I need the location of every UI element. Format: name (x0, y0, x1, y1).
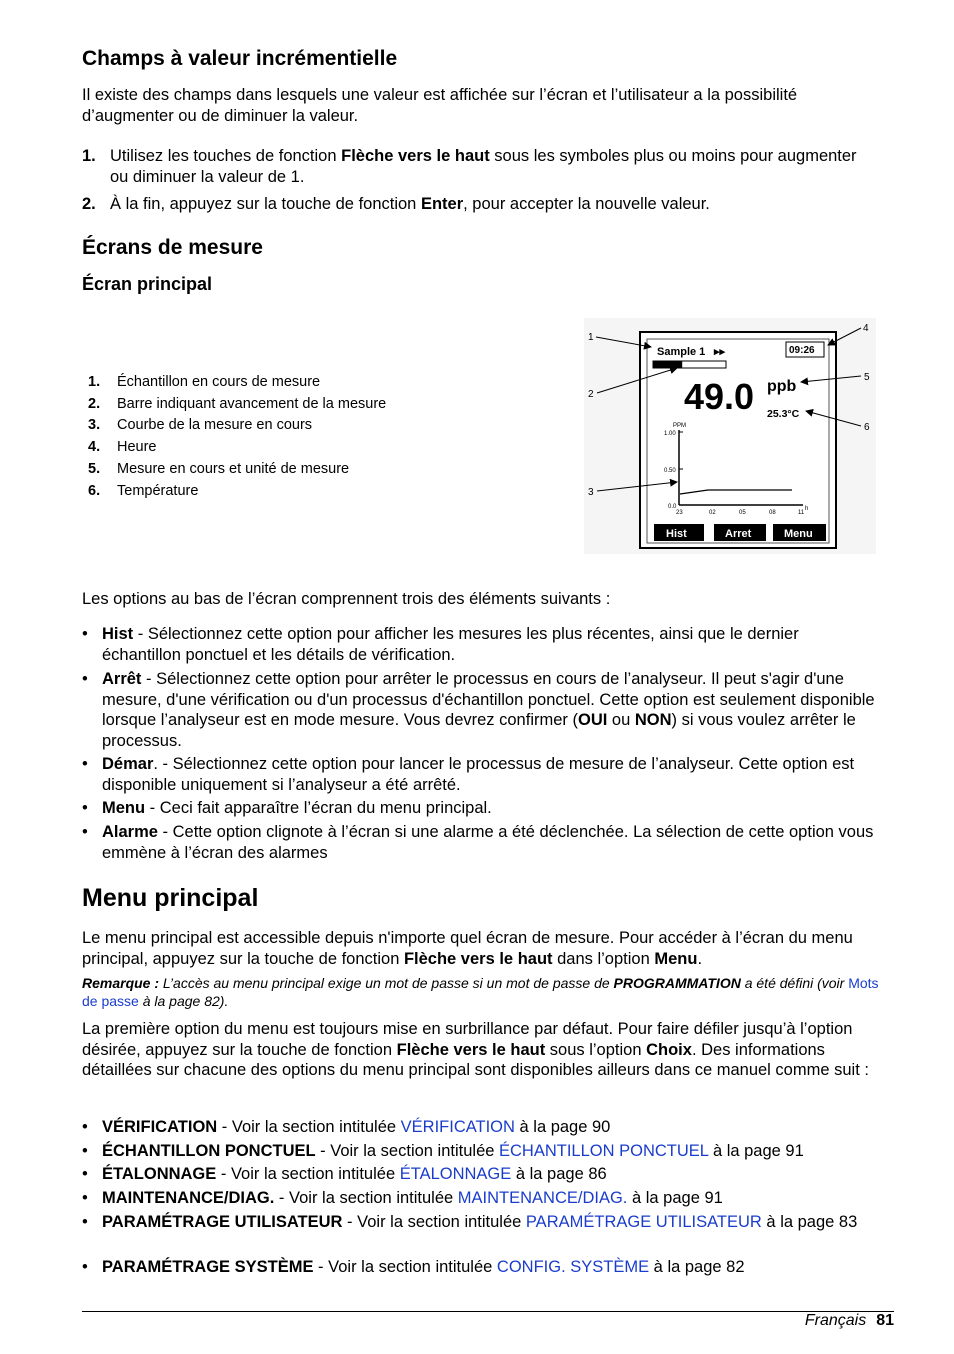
callout-number: 5 (864, 372, 870, 383)
section-title-main-menu: Menu principal (82, 884, 259, 912)
main-screen-figure (584, 318, 876, 554)
step-1 (82, 146, 872, 187)
figure-legend (88, 372, 386, 502)
step-key: Flèche vers le haut (341, 147, 490, 165)
step-text: sous les symboles plus ou moins pour augmenter ou diminuer la valeur de 1. (110, 147, 857, 186)
subsection-title-main-screen: Écran principal (82, 274, 213, 294)
callout-number: 6 (864, 422, 870, 433)
x-tick-label: 08 (769, 510, 776, 516)
arret-softkey-label: Arret (725, 528, 752, 540)
section-title-incremental: Champs à valeur incrémentielle (82, 47, 398, 70)
step-number: 1. (82, 147, 96, 165)
parametrage-utilisateur-link[interactable]: PARAMÉTRAGE UTILISATEUR (525, 1213, 762, 1231)
time-text: 09:26 (789, 345, 815, 356)
legend-item: 4. Heure (88, 439, 157, 456)
options-intro: Les options au bas de l’écran comprennent trois des éléments suivants : (82, 590, 611, 608)
x-axis-unit: h (805, 506, 809, 512)
y-tick-label: 1.00 (664, 431, 676, 437)
legend-item: 3. Courbe de la mesure en cours (88, 417, 313, 434)
step-number: 2. (82, 195, 96, 213)
step-2 (82, 194, 872, 215)
footer-divider (82, 1311, 894, 1312)
hist-softkey-label: Hist (666, 528, 687, 540)
y-tick-label: 0.0 (668, 504, 677, 510)
double-arrow-icon: ▸▸ (714, 346, 726, 358)
y-tick-label: 0.50 (664, 468, 676, 474)
echantillon-link[interactable]: ÉCHANTILLON PONCTUEL (499, 1142, 709, 1160)
menu-item-echantillon: • ÉCHANTILLON PONCTUEL - Voir la section intitulée ÉCHANTILLON PONCTUEL à la page 91 (82, 1142, 804, 1160)
etalonnage-link[interactable]: ÉTALONNAGE (399, 1165, 512, 1183)
y-axis-unit: PPM (673, 423, 687, 429)
x-tick-label: 23 (676, 510, 683, 516)
x-tick-label: 11 (798, 510, 805, 516)
step-text: Utilisez les touches de fonction (110, 147, 342, 165)
menu-item-etalonnage: • ÉTALONNAGE - Voir la section intitulée ÉTALONNAGE à la page 86 (82, 1165, 607, 1183)
measurement-unit: ppb (767, 378, 797, 395)
option-item-demar: • Démar. - Sélectionnez cette option pour lancer le processus de mesure de l’analyseur. Cette option est disponible uniquement si l’analyseur a été arrêté. (82, 755, 855, 794)
sample-label: Sample 1 (657, 346, 706, 358)
passwords-link[interactable]: Mots de passe (82, 975, 879, 1009)
callout-number: 4 (863, 323, 869, 334)
legend-item: 2. Barre indiquant avancement de la mesure (88, 395, 387, 412)
option-item-arret: • Arrêt - Sélectionnez cette option pour arrêter le processus en cours de l’analyseur. Il peut s'agir d'une mesure, d'une vérification ou d'un processus d'échantillon ponctuel. Cette option est seulement disponible lorsque l’analyseur est en mode mesure. Vous devrez confirmer (OUI ou NON) si vous voulez arrêter le processus. (82, 670, 875, 750)
main-menu-intro: Le menu principal est accessible depuis n'importe quel écran de mesure. Pour accéder à l’écran du menu principal, appuyez sur la touche de fonction Flèche vers le haut dans l’option Menu. (82, 929, 853, 968)
measurement-value: 49.0 (684, 376, 755, 417)
config-systeme-link[interactable]: CONFIG. SYSTÈME (496, 1258, 650, 1276)
page-footer (805, 1312, 894, 1330)
temperature-value: 25.3°C (767, 408, 800, 420)
callout-number: 3 (588, 487, 594, 498)
legend-item: 1. Échantillon en cours de mesure (88, 374, 321, 390)
legend-item: 5. Mesure en cours et unité de mesure (88, 460, 350, 477)
option-item-hist: • Hist - Sélectionnez cette option pour afficher les mesures les plus récentes, ainsi que le dernier échantillon ponctuel et les détails de vérification. (82, 625, 799, 664)
x-tick-label: 02 (709, 510, 716, 516)
verification-link[interactable]: VÉRIFICATION (400, 1118, 515, 1136)
menu-item-maintenance: • MAINTENANCE/DIAG. - Voir la section intitulée MAINTENANCE/DIAG. à la page 91 (82, 1189, 723, 1207)
progress-fill (653, 361, 682, 368)
intro-paragraph: Il existe des champs dans lesquels une valeur est affichée sur l’écran et l’utilisateur a la possibilité d’augmenter ou de diminuer la valeur. (82, 86, 798, 125)
x-tick-label: 05 (739, 510, 746, 516)
note: Remarque : L’accès au menu principal exige un mot de passe si un mot de passe de PROGRAMMATION a été défini (voir Mots de passe à la page 82). (82, 975, 879, 1009)
main-menu-paragraph: La première option du menu est toujours mise en surbrillance par défaut. Pour faire défiler jusqu’à l’option désirée, appuyez sur la touche de fonction Flèche vers le haut sous l’option Choix. Des informations détaillées sur chacune des options du menu principal sont disponibles ailleurs dans ce manuel comme suit : (82, 1020, 869, 1079)
step-text: À la fin, appuyez sur la touche de fonction (110, 195, 421, 213)
page-number: 81 (876, 1312, 894, 1329)
maintenance-link[interactable]: MAINTENANCE/DIAG. (457, 1189, 628, 1207)
menu-item-parametrage-systeme: • PARAMÉTRAGE SYSTÈME - Voir la section intitulée CONFIG. SYSTÈME à la page 82 (82, 1258, 745, 1276)
step-text: , pour accepter la nouvelle valeur. (463, 195, 710, 213)
menu-item-verification: • VÉRIFICATION - Voir la section intitulée VÉRIFICATION à la page 90 (82, 1118, 611, 1136)
footer-language: Français (804, 1312, 867, 1329)
option-item-alarme: • Alarme - Cette option clignote à l’écran si une alarme a été déclenchée. La sélection de cette option vous emmène à l’écran des alarmes (82, 823, 874, 862)
section-title-measure: Écrans de mesure (82, 236, 263, 259)
legend-item: 6. Température (88, 482, 199, 499)
callout-number: 1 (588, 332, 594, 343)
option-item-menu: • Menu - Ceci fait apparaître l’écran du menu principal. (82, 799, 492, 817)
menu-softkey-label: Menu (784, 528, 813, 540)
menu-item-parametrage-utilisateur: • PARAMÉTRAGE UTILISATEUR - Voir la section intitulée PARAMÉTRAGE UTILISATEUR à la page 83 (82, 1213, 858, 1231)
step-key: Enter (420, 195, 464, 213)
callout-number: 2 (588, 389, 594, 400)
